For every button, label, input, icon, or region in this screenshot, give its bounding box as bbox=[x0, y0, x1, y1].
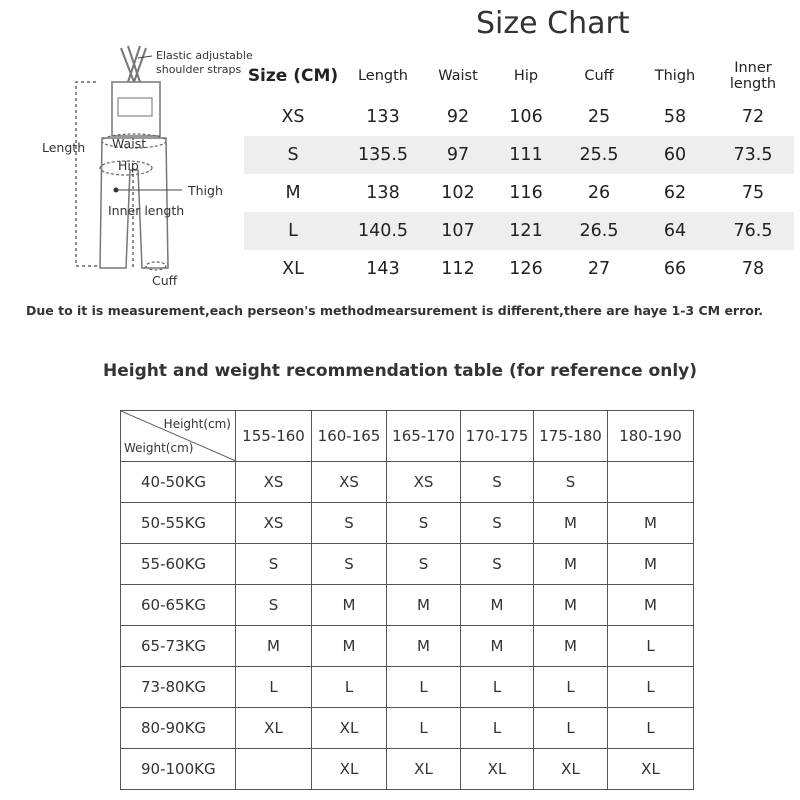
recommendation-row bbox=[121, 462, 694, 503]
weight-cell: 50-55KG bbox=[121, 503, 236, 544]
size-cell: S bbox=[461, 503, 534, 544]
height-axis-label: Height(cm) bbox=[163, 417, 231, 431]
recommendation-row bbox=[121, 626, 694, 667]
recommendation-row bbox=[121, 749, 694, 790]
size-chart-cell: 135.5 bbox=[342, 136, 424, 174]
size-chart-cell: S bbox=[244, 136, 342, 174]
size-cell: M bbox=[534, 503, 608, 544]
size-chart-cell: 27 bbox=[587, 259, 611, 279]
size-cell: S bbox=[312, 544, 387, 585]
size-chart-header: Size (CM) bbox=[247, 66, 339, 86]
size-chart-cell: 143 bbox=[366, 259, 400, 279]
size-chart-cell: 76.5 bbox=[712, 212, 794, 250]
size-cell: L bbox=[534, 667, 608, 708]
size-cell bbox=[608, 462, 694, 503]
size-chart-cell: 138 bbox=[366, 183, 400, 203]
size-chart-title: Size Chart bbox=[476, 6, 630, 41]
weight-axis-label: Weight(cm) bbox=[124, 441, 194, 455]
size-chart-cell: 102 bbox=[441, 183, 475, 203]
size-cell: L bbox=[387, 667, 461, 708]
length-label: Length bbox=[42, 140, 86, 155]
size-chart-cell: 106 bbox=[509, 107, 543, 127]
size-cell: M bbox=[608, 503, 694, 544]
weight-cell: 65-73KG bbox=[121, 626, 236, 667]
size-cell: M bbox=[608, 544, 694, 585]
straps-label bbox=[156, 49, 253, 77]
recommendation-table bbox=[120, 410, 694, 790]
size-cell: L bbox=[236, 667, 312, 708]
size-chart-cell: 26 bbox=[587, 183, 611, 203]
size-chart-cell: 140.5 bbox=[342, 212, 424, 250]
size-cell: S bbox=[534, 462, 608, 503]
size-chart-header: Waist bbox=[438, 68, 478, 84]
corner-cell bbox=[121, 411, 236, 462]
size-chart-cell: 25.5 bbox=[560, 136, 638, 174]
size-cell: XS bbox=[387, 462, 461, 503]
size-chart-header: Thigh bbox=[654, 68, 696, 84]
size-cell: M bbox=[387, 585, 461, 626]
size-chart-cell: 97 bbox=[424, 136, 492, 174]
height-header: 165-170 bbox=[387, 411, 461, 462]
weight-cell: 90-100KG bbox=[121, 749, 236, 790]
size-chart-cell: 72 bbox=[741, 107, 765, 127]
hip-label: Hip bbox=[118, 158, 139, 173]
size-cell bbox=[236, 749, 312, 790]
size-cell: M bbox=[312, 585, 387, 626]
size-cell: S bbox=[387, 503, 461, 544]
weight-cell: 55-60KG bbox=[121, 544, 236, 585]
size-cell: M bbox=[461, 585, 534, 626]
size-chart-header-row bbox=[244, 54, 794, 98]
size-cell: XS bbox=[236, 503, 312, 544]
thigh-label: Thigh bbox=[188, 183, 223, 198]
straps-label-line-2: shoulder straps bbox=[156, 63, 242, 76]
size-cell: XL bbox=[312, 708, 387, 749]
size-chart-cell: 112 bbox=[441, 259, 475, 279]
size-chart-cell: 92 bbox=[446, 107, 470, 127]
size-chart-header: Cuff bbox=[584, 68, 614, 84]
size-cell: S bbox=[387, 544, 461, 585]
size-cell: XL bbox=[236, 708, 312, 749]
weight-cell: 80-90KG bbox=[121, 708, 236, 749]
size-chart-cell: XL bbox=[282, 259, 304, 279]
size-chart-cell: 26.5 bbox=[560, 212, 638, 250]
size-cell: L bbox=[608, 708, 694, 749]
recommendation-title: Height and weight recommendation table (for reference only) bbox=[103, 361, 697, 381]
size-cell: M bbox=[461, 626, 534, 667]
size-chart-row bbox=[244, 174, 794, 212]
size-chart-row bbox=[244, 136, 794, 174]
size-chart-cell: 78 bbox=[741, 259, 765, 279]
waist-label: Waist bbox=[112, 136, 147, 151]
recommendation-row bbox=[121, 503, 694, 544]
size-chart-row bbox=[244, 212, 794, 250]
recommendation-row bbox=[121, 708, 694, 749]
size-chart-cell: 66 bbox=[663, 259, 687, 279]
size-cell: S bbox=[461, 462, 534, 503]
size-cell: S bbox=[236, 585, 312, 626]
size-cell: L bbox=[608, 667, 694, 708]
size-cell: XL bbox=[387, 749, 461, 790]
size-cell: XL bbox=[608, 749, 694, 790]
cuff-label: Cuff bbox=[152, 273, 178, 288]
size-chart-cell: 64 bbox=[638, 212, 712, 250]
size-chart-table bbox=[244, 54, 794, 288]
size-chart-cell: 62 bbox=[663, 183, 687, 203]
size-cell: M bbox=[387, 626, 461, 667]
weight-cell: 73-80KG bbox=[121, 667, 236, 708]
size-cell: M bbox=[236, 626, 312, 667]
height-header: 175-180 bbox=[534, 411, 608, 462]
height-header: 180-190 bbox=[608, 411, 694, 462]
size-cell: XL bbox=[534, 749, 608, 790]
size-chart-header: Hip bbox=[513, 68, 539, 84]
overalls-diagram bbox=[16, 40, 256, 292]
size-cell: L bbox=[534, 708, 608, 749]
size-chart-cell: 111 bbox=[492, 136, 560, 174]
size-chart-cell: M bbox=[285, 183, 301, 203]
weight-cell: 60-65KG bbox=[121, 585, 236, 626]
height-header: 160-165 bbox=[312, 411, 387, 462]
size-chart-cell: XS bbox=[281, 107, 305, 127]
size-chart-cell: 116 bbox=[509, 183, 543, 203]
size-chart-cell: 60 bbox=[638, 136, 712, 174]
size-chart-cell: 107 bbox=[424, 212, 492, 250]
size-cell: M bbox=[534, 544, 608, 585]
size-cell: M bbox=[608, 585, 694, 626]
size-cell: M bbox=[534, 585, 608, 626]
recommendation-row bbox=[121, 667, 694, 708]
height-header: 170-175 bbox=[461, 411, 534, 462]
size-chart-cell: 121 bbox=[492, 212, 560, 250]
size-cell: S bbox=[236, 544, 312, 585]
size-cell: L bbox=[312, 667, 387, 708]
recommendation-row bbox=[121, 585, 694, 626]
size-chart-header: Length bbox=[357, 68, 408, 84]
size-cell: L bbox=[608, 626, 694, 667]
measurement-note: Due to it is measurement,each perseon's methodmearsurement is different,there are haye 1-3 CM error. bbox=[26, 303, 763, 318]
size-cell: S bbox=[312, 503, 387, 544]
recommendation-header-row bbox=[121, 411, 694, 462]
size-chart-cell: 126 bbox=[509, 259, 543, 279]
size-cell: L bbox=[461, 667, 534, 708]
size-chart-row bbox=[244, 250, 794, 288]
size-cell: L bbox=[387, 708, 461, 749]
size-chart-cell: 133 bbox=[366, 107, 400, 127]
size-chart-row bbox=[244, 98, 794, 136]
size-cell: L bbox=[461, 708, 534, 749]
size-cell: M bbox=[312, 626, 387, 667]
height-header: 155-160 bbox=[236, 411, 312, 462]
size-cell: XL bbox=[312, 749, 387, 790]
inner-length-label: Inner length bbox=[108, 203, 185, 218]
size-chart-header: Inner length bbox=[729, 60, 777, 92]
size-cell: XS bbox=[236, 462, 312, 503]
size-chart-cell: 25 bbox=[587, 107, 611, 127]
size-cell: M bbox=[534, 626, 608, 667]
size-chart-cell: 75 bbox=[741, 183, 765, 203]
straps-label-line-1: Elastic adjustable bbox=[156, 49, 253, 62]
size-chart-cell: 58 bbox=[663, 107, 687, 127]
size-cell: XS bbox=[312, 462, 387, 503]
size-cell: XL bbox=[461, 749, 534, 790]
size-chart-cell: L bbox=[244, 212, 342, 250]
size-cell: S bbox=[461, 544, 534, 585]
recommendation-row bbox=[121, 544, 694, 585]
weight-cell: 40-50KG bbox=[121, 462, 236, 503]
size-chart-cell: 73.5 bbox=[712, 136, 794, 174]
